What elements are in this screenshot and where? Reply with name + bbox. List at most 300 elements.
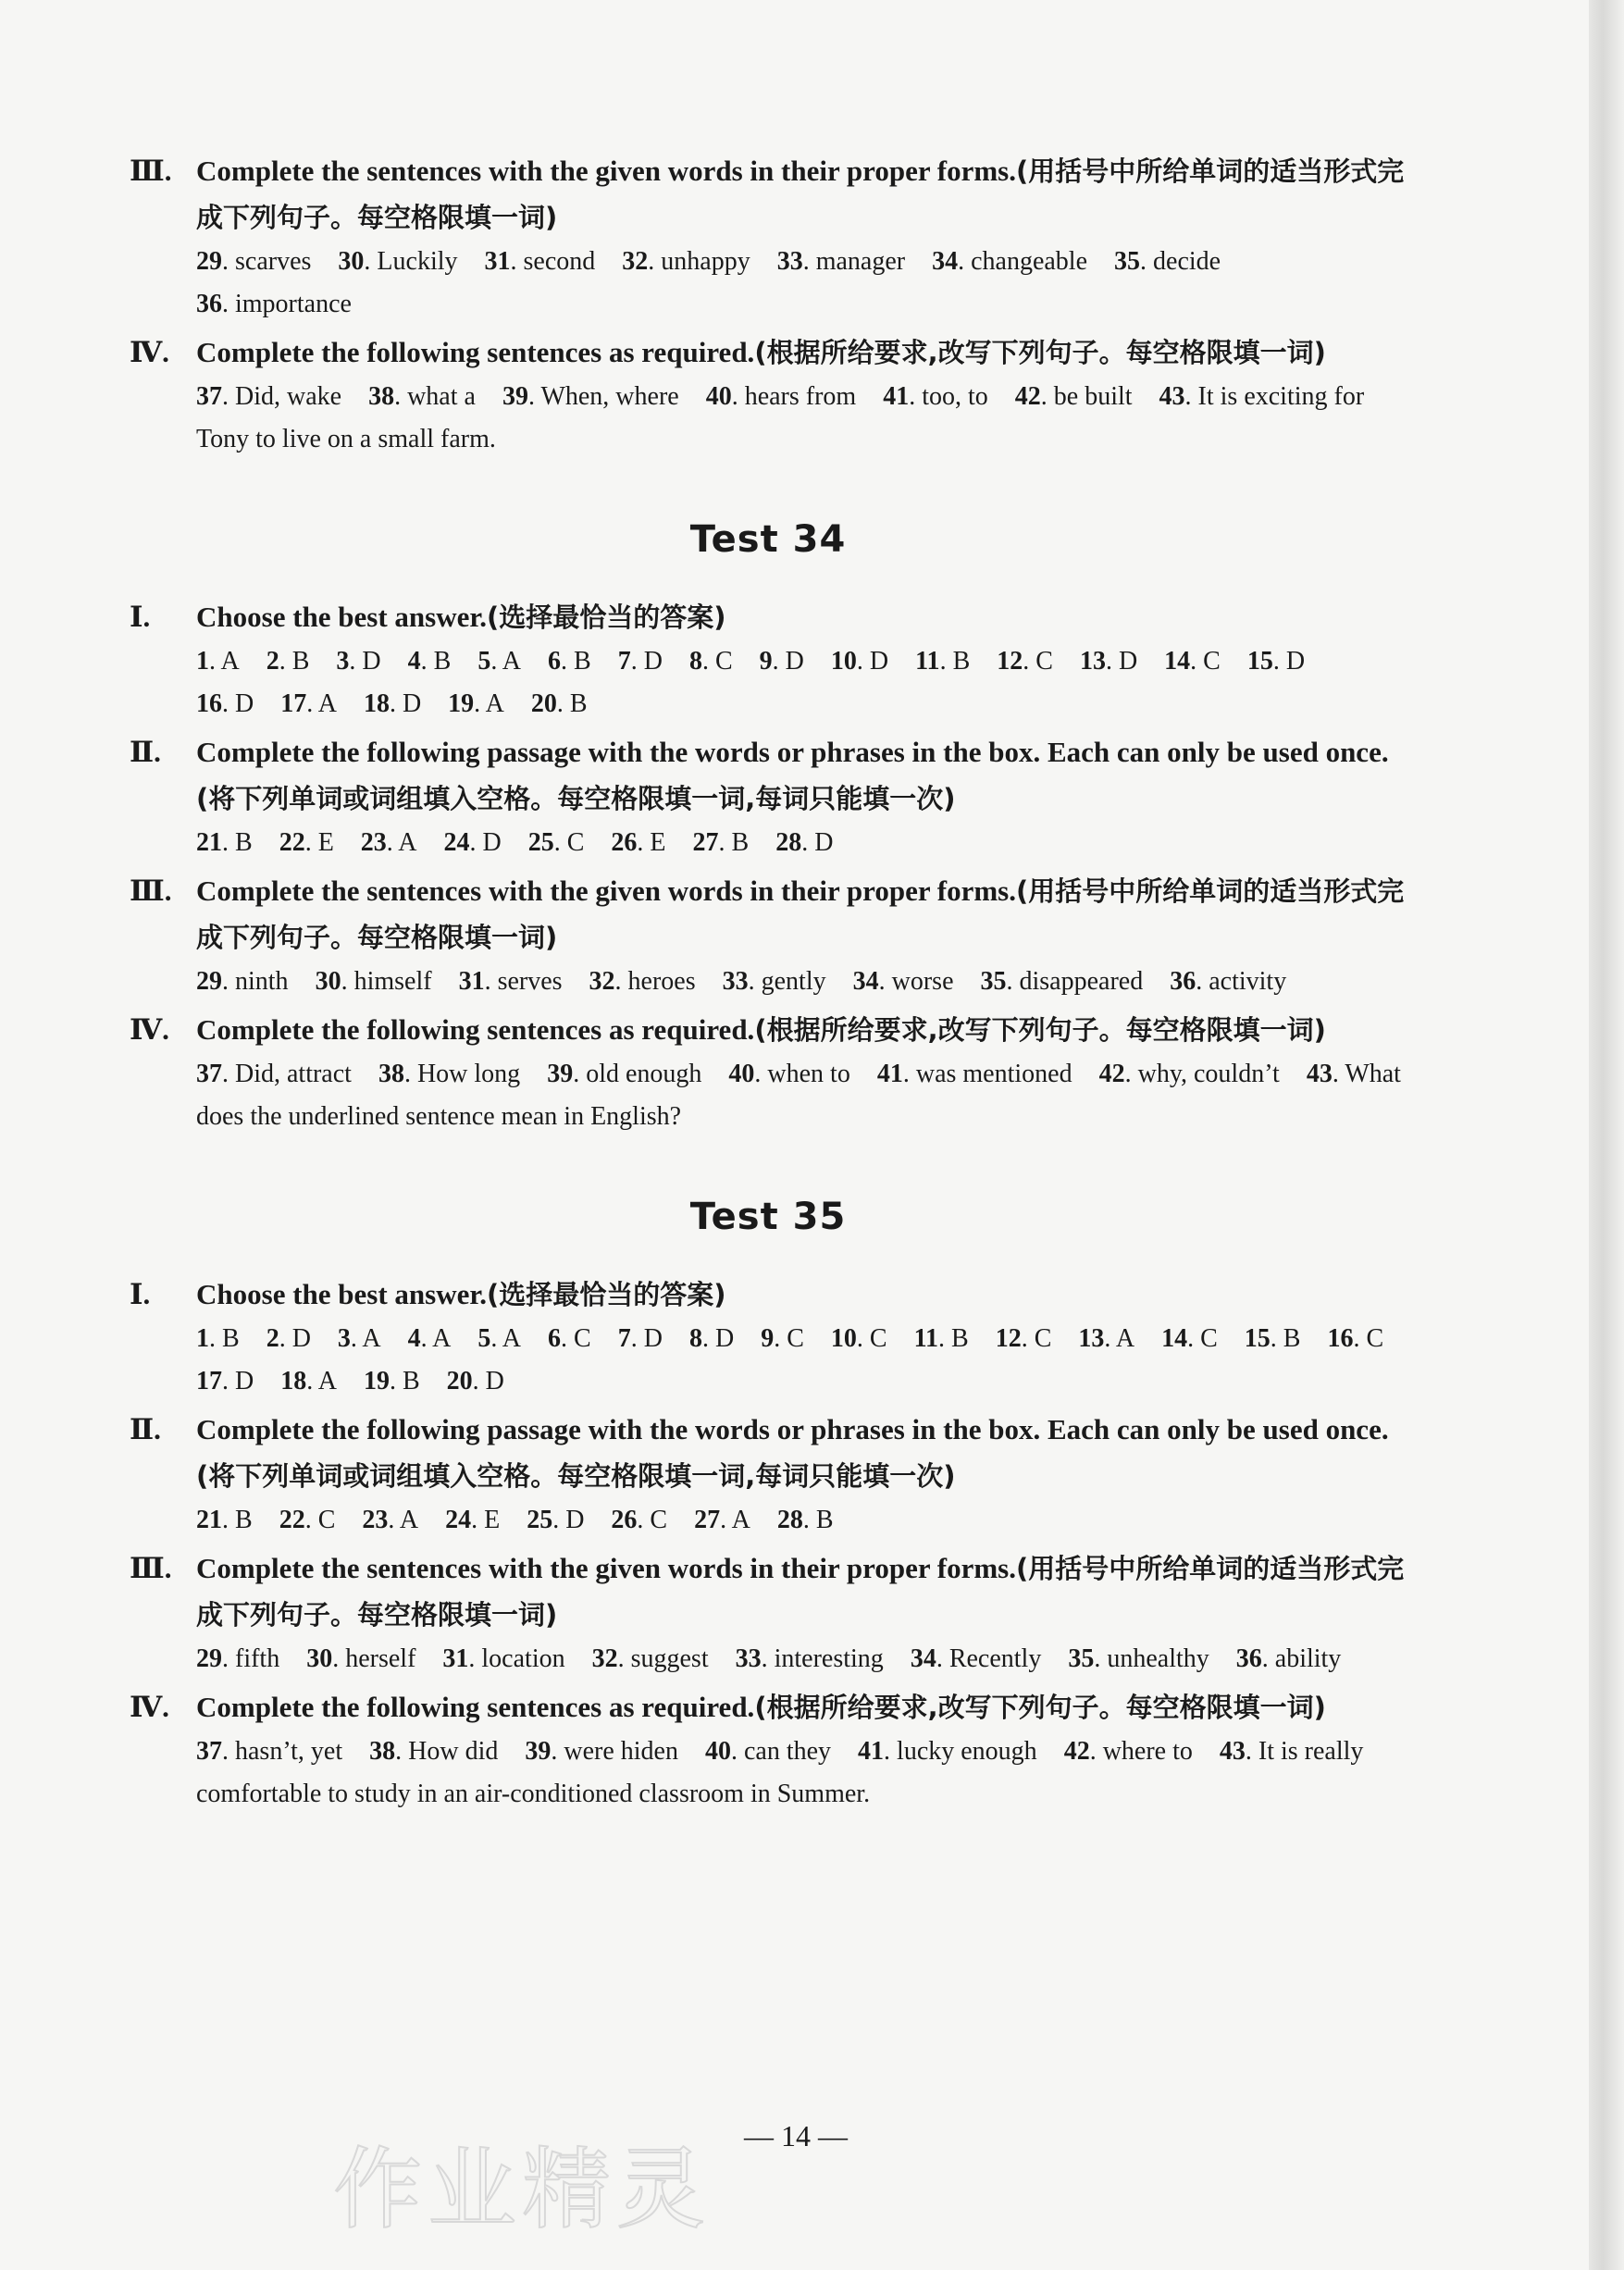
section: [130, 594, 1407, 726]
answer-item: 13. D: [1079, 647, 1138, 676]
answer-item: 42. where to: [1063, 1737, 1193, 1766]
answer-number: 23: [360, 828, 387, 857]
answer-number: 22: [279, 828, 305, 857]
answer-number: 30: [306, 1644, 333, 1673]
answer-item: 8. C: [688, 647, 733, 676]
answer-number: 40: [728, 1060, 755, 1088]
answer-item: 8. D: [688, 1324, 735, 1353]
answer-number: 35: [1114, 247, 1141, 276]
answer-item: 39. When, where: [502, 382, 679, 411]
answer-number: 31: [442, 1644, 469, 1673]
answer-number: 34: [910, 1644, 936, 1673]
answer-item: 21. B: [196, 828, 253, 857]
answer-item: 19. B: [363, 1367, 420, 1395]
answer-value: ninth: [235, 967, 289, 996]
section-number: Ⅲ.: [130, 155, 172, 187]
instruction-chinese: (选择最恰当的答案): [487, 1279, 726, 1310]
answer-number: 2: [266, 1324, 279, 1353]
answer-item: 41. lucky enough: [858, 1737, 1037, 1766]
section: [130, 148, 1407, 326]
answer-item: 3. A: [337, 1324, 381, 1353]
answer-number: 4: [407, 1324, 421, 1353]
answer-value: fifth: [235, 1644, 280, 1673]
answer-number: 15: [1244, 1324, 1271, 1353]
answer-number: 16: [1327, 1324, 1354, 1353]
answer-number: 19: [448, 689, 475, 718]
answer-item: 5. A: [477, 1324, 522, 1353]
answer-value: D: [565, 1506, 585, 1534]
answer-value: D: [362, 647, 381, 676]
answer-number: 26: [611, 828, 638, 857]
answer-item: 14. C: [1164, 647, 1221, 676]
answer-item: 16. C: [1327, 1324, 1384, 1353]
answer-item: 4. B: [407, 647, 452, 676]
answer-value: A: [399, 1506, 419, 1534]
answer-number: 26: [611, 1506, 638, 1534]
answer-item: 27. B: [692, 828, 750, 857]
instruction-english: Complete the following sentences as required.: [196, 1013, 755, 1046]
answer-item: 36. ability: [1235, 1644, 1342, 1673]
section-instruction: [196, 148, 1407, 241]
answer-value: B: [291, 647, 310, 676]
answer-item: 38. How did: [369, 1737, 499, 1766]
answer-number: 25: [527, 828, 554, 857]
answer-list: [130, 1638, 1407, 1681]
answer-number: 10: [830, 647, 857, 676]
answer-number: 41: [876, 1060, 903, 1088]
answer-number: 36: [1235, 1644, 1262, 1673]
answer-value: It is really comfortable to study in an air-conditioned classroom in Summer.: [196, 1737, 1364, 1808]
answer-item: 18. D: [363, 689, 422, 718]
answer-item: 30. herself: [306, 1644, 416, 1673]
answer-item: 35. unhealthy: [1068, 1644, 1209, 1673]
answer-number: 29: [196, 967, 222, 996]
answer-item: 12. C: [997, 647, 1053, 676]
section-instruction: [196, 1007, 1407, 1053]
answer-value: D: [482, 828, 502, 857]
answer-value: C: [317, 1506, 336, 1534]
answer-item: 39. were hiden: [525, 1737, 678, 1766]
answer-value: B: [222, 1324, 240, 1353]
answer-value: A: [220, 647, 240, 676]
section-heading: [130, 329, 1407, 376]
answer-value: B: [433, 647, 452, 676]
answer-value: interesting: [774, 1644, 884, 1673]
answer-value: C: [566, 828, 585, 857]
answer-item: 30. Luckily: [338, 247, 458, 276]
answer-item: 36. importance: [196, 290, 352, 318]
answer-item: 6. B: [548, 647, 591, 676]
instruction-english: Complete the sentences with the given words in their proper forms.: [196, 155, 1016, 187]
answer-value: A: [317, 1367, 337, 1395]
answer-value: D: [291, 1324, 311, 1353]
answer-number: 42: [1098, 1060, 1125, 1088]
section-number: Ⅱ.: [130, 1413, 161, 1445]
test-35-title: Test 35: [689, 1196, 847, 1238]
answer-item: 23. A: [362, 1506, 419, 1534]
answer-number: 43: [1219, 1737, 1246, 1766]
answer-value: be built: [1053, 382, 1133, 411]
answer-list: [130, 1730, 1407, 1816]
page-edge: [1589, 0, 1624, 2270]
answer-item: 33. manager: [776, 247, 906, 276]
answer-item: 5. A: [477, 647, 522, 676]
section-instruction: [196, 1407, 1407, 1499]
answer-number: 38: [378, 1060, 404, 1088]
answer-number: 21: [196, 1506, 222, 1534]
answer-value: hears from: [744, 382, 857, 411]
answer-number: 43: [1306, 1060, 1333, 1088]
answer-number: 3: [337, 1324, 351, 1353]
answer-number: 34: [932, 247, 959, 276]
section: [130, 729, 1407, 864]
section: [130, 1271, 1407, 1403]
answer-value: C: [1035, 647, 1053, 676]
answer-item: 41. was mentioned: [876, 1060, 1072, 1088]
answer-item: 20. D: [446, 1367, 504, 1395]
answer-number: 33: [722, 967, 749, 996]
section: [130, 1407, 1407, 1542]
answer-number: 11: [915, 647, 940, 676]
answer-item: 39. old enough: [547, 1060, 702, 1088]
answer-item: 14. C: [1161, 1324, 1218, 1353]
answer-value: hasn’t, yet: [235, 1737, 343, 1766]
answer-number: 27: [692, 828, 719, 857]
instruction-english: Choose the best answer.: [196, 601, 488, 633]
answer-number: 5: [477, 647, 491, 676]
answer-item: 11. B: [915, 647, 971, 676]
answer-item: 11. B: [913, 1324, 969, 1353]
answer-value: D: [814, 828, 834, 857]
answer-value: A: [362, 1324, 381, 1353]
answer-value: D: [869, 647, 889, 676]
answer-number: 24: [443, 828, 470, 857]
answer-value: It is exciting for Tony to live on a small farm.: [196, 382, 1365, 453]
test-34-sections: [130, 594, 1407, 1138]
section-number: Ⅰ.: [130, 1278, 151, 1310]
top-sections: [130, 148, 1407, 461]
section-heading: [130, 1007, 1407, 1053]
answer-number: 20: [530, 689, 557, 718]
section: [130, 1007, 1407, 1138]
answer-number: 14: [1161, 1324, 1188, 1353]
answer-value: can they: [743, 1737, 832, 1766]
answer-list: [130, 1499, 1407, 1542]
answer-number: 11: [913, 1324, 939, 1353]
answer-number: 7: [617, 1324, 631, 1353]
answer-value: C: [787, 1324, 804, 1353]
answer-number: 12: [995, 1324, 1022, 1353]
answer-number: 19: [363, 1367, 390, 1395]
answer-item: 42. be built: [1014, 382, 1133, 411]
answer-value: A: [432, 1324, 452, 1353]
answer-item: 34. Recently: [910, 1644, 1042, 1673]
watermark-stamp: 作业精灵: [333, 2138, 711, 2241]
answer-value: himself: [353, 967, 432, 996]
answer-number: 16: [196, 689, 222, 718]
answer-item: 29. fifth: [196, 1644, 280, 1673]
answer-item: 3. D: [336, 647, 381, 676]
answer-number: 34: [852, 967, 879, 996]
section-instruction: [196, 329, 1407, 376]
answer-number: 39: [502, 382, 528, 411]
answer-number: 39: [525, 1737, 552, 1766]
answer-item: 32. heroes: [589, 967, 696, 996]
answer-number: 33: [776, 247, 803, 276]
section-instruction: [196, 1545, 1407, 1638]
answer-value: worse: [891, 967, 954, 996]
answer-value: How long: [416, 1060, 521, 1088]
section-number: Ⅳ.: [130, 336, 169, 368]
answer-value: D: [235, 1367, 254, 1395]
answer-value: C: [1034, 1324, 1052, 1353]
answer-item: 19. A: [448, 689, 504, 718]
answer-value: A: [1115, 1324, 1135, 1353]
answer-number: 33: [735, 1644, 762, 1673]
answer-number: 12: [997, 647, 1023, 676]
answer-number: 28: [776, 1506, 803, 1534]
answer-number: 42: [1014, 382, 1041, 411]
section: [130, 1684, 1407, 1816]
answer-item: 36. activity: [1170, 967, 1287, 996]
instruction-english: Complete the following sentences as required.: [196, 336, 755, 368]
instruction-chinese: (根据所给要求,改写下列句子。每空格限填一词): [754, 1014, 1326, 1046]
answer-item: 33. interesting: [735, 1644, 884, 1673]
answer-number: 38: [368, 382, 395, 411]
answer-item: 23. A: [360, 828, 417, 857]
answer-value: D: [235, 689, 254, 718]
answer-value: when to: [767, 1060, 850, 1088]
answer-value: A: [502, 1324, 522, 1353]
instruction-chinese: (用括号中所给单词的适当形式完成下列句子。每空格限填一词): [196, 155, 1405, 233]
answer-key-content: [130, 148, 1407, 1819]
section-instruction: [196, 729, 1407, 822]
answer-number: 41: [883, 382, 910, 411]
answer-value: B: [235, 828, 253, 857]
instruction-english: Complete the following passage with the words or phrases in the box. Each can only be used once.: [196, 1413, 1389, 1445]
answer-value: A: [502, 647, 522, 676]
answer-value: C: [650, 1506, 668, 1534]
section-number: Ⅰ.: [130, 601, 151, 633]
answer-number: 30: [338, 247, 365, 276]
instruction-chinese: (根据所给要求,改写下列句子。每空格限填一词): [754, 337, 1326, 368]
answer-item: 13. A: [1078, 1324, 1135, 1353]
answer-value: activity: [1209, 967, 1287, 996]
answer-value: was mentioned: [915, 1060, 1072, 1088]
answer-value: D: [714, 1324, 735, 1353]
answer-list: [130, 961, 1407, 1003]
section-instruction: [196, 1684, 1407, 1730]
instruction-english: Complete the sentences with the given words in their proper forms.: [196, 875, 1016, 907]
answer-value: Luckily: [377, 247, 458, 276]
answer-value: B: [815, 1506, 834, 1534]
answer-item: 1. A: [196, 647, 240, 676]
answer-number: 7: [617, 647, 631, 676]
answer-value: location: [481, 1644, 565, 1673]
answer-item: 16. D: [196, 689, 254, 718]
answer-item: 30. himself: [315, 967, 432, 996]
answer-value: C: [869, 1324, 887, 1353]
answer-list: [130, 376, 1407, 461]
answer-value: why, couldn’t: [1137, 1060, 1280, 1088]
answer-list: [130, 640, 1407, 726]
answer-number: 23: [362, 1506, 389, 1534]
answer-item: 25. D: [527, 1506, 585, 1534]
answer-value: where to: [1102, 1737, 1193, 1766]
answer-value: A: [398, 828, 417, 857]
section: [130, 329, 1407, 461]
answer-value: decide: [1153, 247, 1221, 276]
answer-value: D: [785, 647, 804, 676]
answer-item: 37. Did, attract: [196, 1060, 352, 1088]
answer-item: 28. D: [775, 828, 834, 857]
answer-number: 28: [775, 828, 802, 857]
answer-item: 40. when to: [728, 1060, 850, 1088]
answer-value: C: [1366, 1324, 1384, 1353]
section-number: Ⅱ.: [130, 736, 161, 768]
answer-number: 13: [1078, 1324, 1105, 1353]
answer-value: C: [1200, 1324, 1218, 1353]
answer-number: 3: [336, 647, 350, 676]
answer-item: 20. B: [530, 689, 588, 718]
answer-item: 29. scarves: [196, 247, 312, 276]
answer-value: Did, wake: [235, 382, 342, 411]
answer-number: 37: [196, 1060, 222, 1088]
answer-number: 29: [196, 1644, 222, 1673]
instruction-chinese: (将下列单词或词组填入空格。每空格限填一词,每词只能填一次): [196, 1460, 956, 1492]
answer-number: 36: [1170, 967, 1196, 996]
answer-item: 2. D: [266, 1324, 311, 1353]
answer-value: Did, attract: [235, 1060, 352, 1088]
answer-item: 29. ninth: [196, 967, 289, 996]
answer-item: 12. C: [995, 1324, 1052, 1353]
answer-item: 26. C: [611, 1506, 668, 1534]
answer-item: 27. A: [694, 1506, 750, 1534]
answer-number: 24: [445, 1506, 472, 1534]
answer-value: importance: [235, 290, 352, 318]
answer-item: 35. decide: [1114, 247, 1221, 276]
answer-value: B: [569, 689, 588, 718]
answer-number: 9: [761, 1324, 775, 1353]
answer-number: 37: [196, 382, 222, 411]
answer-number: 4: [407, 647, 421, 676]
answer-item: 40. hears from: [705, 382, 857, 411]
answer-number: 22: [279, 1506, 305, 1534]
answer-number: 1: [196, 647, 209, 676]
answer-item: 31. location: [442, 1644, 565, 1673]
answer-number: 32: [622, 247, 649, 276]
answer-number: 14: [1164, 647, 1191, 676]
answer-value: manager: [815, 247, 906, 276]
answer-item: 9. D: [759, 647, 804, 676]
section-heading: [130, 868, 1407, 961]
answer-value: B: [235, 1506, 253, 1534]
answer-item: 15. B: [1244, 1324, 1301, 1353]
answer-value: C: [574, 1324, 591, 1353]
answer-item: 37. hasn’t, yet: [196, 1737, 343, 1766]
answer-item: 37. Did, wake: [196, 382, 342, 411]
answer-value: D: [643, 1324, 663, 1353]
answer-value: herself: [345, 1644, 416, 1673]
answer-item: 43. It is exciting for Tony to live on a small farm.: [196, 382, 1365, 453]
answer-number: 32: [591, 1644, 618, 1673]
instruction-chinese: (用括号中所给单词的适当形式完成下列句子。每空格限填一词): [196, 875, 1405, 953]
answer-item: 35. disappeared: [980, 967, 1144, 996]
answer-number: 36: [196, 290, 222, 318]
answer-item: 24. E: [445, 1506, 501, 1534]
answer-number: 15: [1246, 647, 1273, 676]
answer-value: E: [650, 828, 666, 857]
answer-value: A: [731, 1506, 750, 1534]
answer-number: 8: [688, 1324, 702, 1353]
answer-number: 21: [196, 828, 222, 857]
answer-value: B: [1283, 1324, 1301, 1353]
answer-number: 40: [704, 1737, 731, 1766]
answer-value: B: [731, 828, 750, 857]
answer-value: disappeared: [1019, 967, 1144, 996]
answer-item: 21. B: [196, 1506, 253, 1534]
answer-number: 43: [1159, 382, 1185, 411]
answer-number: 31: [458, 967, 485, 996]
answer-number: 18: [280, 1367, 307, 1395]
answer-list: [130, 1318, 1407, 1403]
answer-item: 22. C: [279, 1506, 336, 1534]
answer-number: 37: [196, 1737, 222, 1766]
answer-item: 43. What does the underlined sentence mean in English?: [196, 1060, 1401, 1131]
answer-list: [130, 241, 1407, 326]
answer-item: 26. E: [611, 828, 666, 857]
answer-value: too, to: [922, 382, 988, 411]
answer-item: 34. changeable: [932, 247, 1088, 276]
answer-item: 43. It is really comfortable to study in an air-conditioned classroom in Summer.: [196, 1737, 1364, 1808]
answer-value: changeable: [971, 247, 1088, 276]
answer-number: 31: [484, 247, 511, 276]
section-heading: [130, 1684, 1407, 1730]
answer-item: 34. worse: [852, 967, 954, 996]
section-instruction: [196, 868, 1407, 961]
answer-number: 1: [196, 1324, 209, 1353]
answer-item: 4. A: [407, 1324, 452, 1353]
answer-value: When, where: [540, 382, 679, 411]
answer-item: 17. A: [280, 689, 337, 718]
answer-number: 8: [688, 647, 702, 676]
answer-value: suggest: [630, 1644, 709, 1673]
instruction-chinese: (根据所给要求,改写下列句子。每空格限填一词): [754, 1692, 1326, 1723]
answer-item: 6. C: [548, 1324, 591, 1353]
answer-item: 38. How long: [378, 1060, 521, 1088]
section-heading: [130, 729, 1407, 822]
answer-item: 2. B: [266, 647, 310, 676]
instruction-chinese: (将下列单词或词组填入空格。每空格限填一词,每词只能填一次): [196, 783, 956, 814]
answer-number: 13: [1079, 647, 1106, 676]
answer-item: 9. C: [761, 1324, 804, 1353]
page-number: — 14 —: [744, 2119, 848, 2152]
answer-value: A: [317, 689, 337, 718]
answer-number: 25: [527, 1506, 553, 1534]
answer-number: 27: [694, 1506, 721, 1534]
section-number: Ⅲ.: [130, 875, 172, 907]
answer-value: B: [951, 1324, 969, 1353]
section-heading: [130, 594, 1407, 640]
section-heading: [130, 148, 1407, 241]
answer-value: D: [1118, 647, 1138, 676]
answer-value: E: [317, 828, 334, 857]
answer-item: 31. second: [484, 247, 596, 276]
answer-list: [130, 1053, 1407, 1138]
section: [130, 868, 1407, 1003]
answer-number: 5: [477, 1324, 491, 1353]
answer-item: 40. can they: [704, 1737, 832, 1766]
